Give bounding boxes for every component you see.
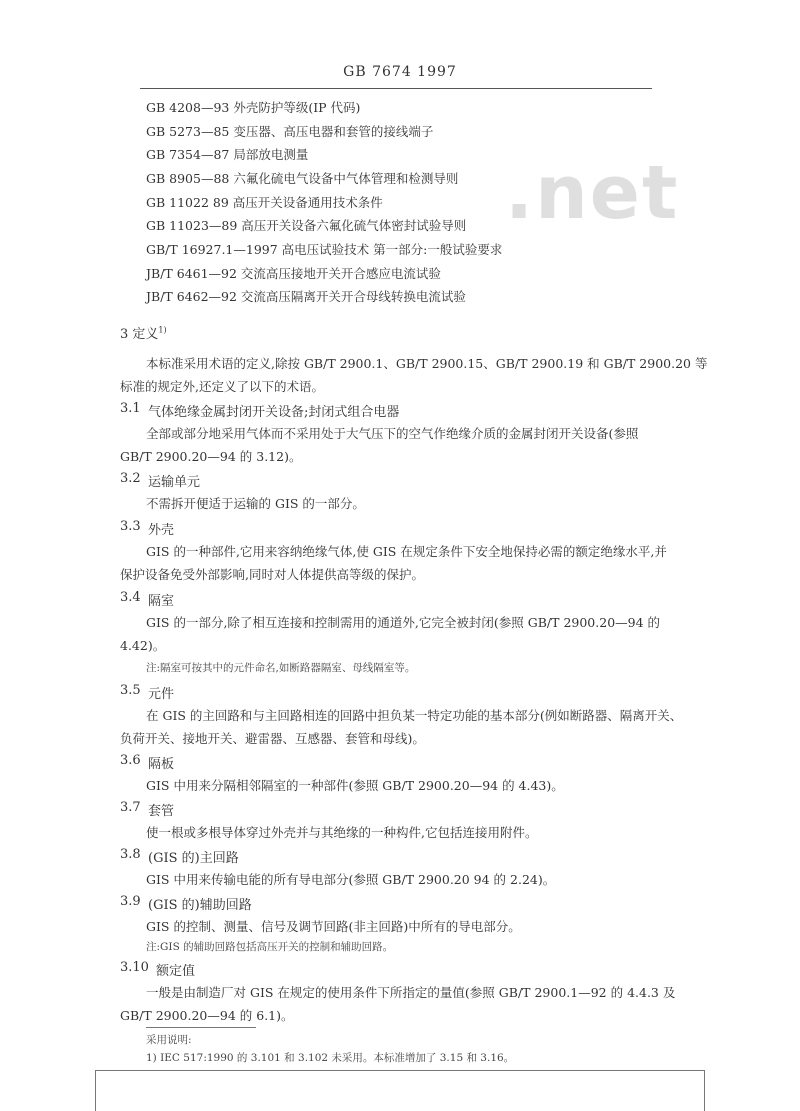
term-number: 3.5: [120, 683, 141, 698]
term-body: GIS 的控制、测量、信号及调节回路(非主回路)中所有的导电部分。: [146, 919, 521, 934]
term-body: 使一根或多根导体穿过外壳并与其绝缘的一种构件,它包括连接用附件。: [146, 825, 538, 840]
term-number: 3.9: [120, 894, 141, 909]
section-heading: [120, 323, 167, 342]
section-intro: 本标准采用术语的定义,除按 GB/T 2900.1、GB/T 2900.15、GB/T 2900.19 和 GB/T 2900.20 等: [146, 356, 708, 371]
term-title: 运输单元: [148, 475, 201, 490]
reference-item: GB 5273—85 变压器、高压电器和套管的接线端子: [146, 124, 434, 139]
term-body: GIS 的一部分,除了相互连接和控制需用的通道外,它完全被封闭(参照 GB/T 2900.20—94 的: [146, 615, 661, 630]
term-number: 3.8: [120, 847, 141, 862]
header-rule: [140, 88, 652, 89]
footnote-marker: 1): [158, 325, 167, 335]
term-number: 3.4: [120, 590, 141, 605]
reference-item: GB 7354—87 局部放电测量: [146, 147, 309, 162]
term-body: GIS 的一种部件,它用来容纳绝缘气体,使 GIS 在规定条件下安全地保持必需的额定绝缘水平,并: [146, 544, 667, 559]
term-title: (GIS 的)主回路: [148, 851, 239, 866]
section-heading-text: 3 定义: [120, 327, 159, 342]
reference-item: JB/T 6462—92 交流高压隔离开关开合母线转换电流试验: [146, 289, 466, 304]
term-note: 注:GIS 的辅助回路包括高压开关的控制和辅助回路。: [146, 941, 394, 953]
term-title: 隔板: [148, 757, 175, 772]
footnote-title: 采用说明:: [146, 1034, 192, 1046]
term-title: (GIS 的)辅助回路: [148, 898, 252, 913]
term-body: 负荷开关、接地开关、避雷器、互感器、套管和母线)。: [120, 731, 425, 746]
term-body: GB/T 2900.20—94 的 3.12)。: [120, 449, 302, 464]
section-intro: 标准的规定外,还定义了以下的术语。: [120, 379, 324, 394]
term-title: 额定值: [156, 964, 196, 979]
term-title: 气体绝缘金属封闭开关设备;封闭式组合电器: [148, 405, 400, 420]
page-header: GB 7674 1997: [343, 64, 457, 80]
term-body: GIS 中用来传输电能的所有导电部分(参照 GB/T 2900.20 94 的 2.24)。: [146, 872, 556, 887]
term-body: 在 GIS 的主回路和与主回路相连的回路中担负某一特定功能的基本部分(例如断路器、隔离开关、: [146, 708, 683, 723]
term-body: 一般是由制造厂对 GIS 在规定的使用条件下所指定的量值(参照 GB/T 2900.1—92 的 4.4.3 及: [146, 985, 676, 1000]
term-body: 全部或部分地采用气体而不采用处于大气压下的空气作绝缘介质的金属封闭开关设备(参照: [146, 426, 639, 441]
term-body: GB/T 2900.20—94 的 6.1)。: [120, 1008, 294, 1023]
reference-item: GB/T 16927.1—1997 高电压试验技术 第一部分:一般试验要求: [146, 242, 503, 257]
term-number: 3.6: [120, 753, 141, 768]
term-number: 3.7: [120, 800, 141, 815]
footnote-rule: [146, 1027, 256, 1028]
term-body: GIS 中用来分隔相邻隔室的一种部件(参照 GB/T 2900.20—94 的 4.43)。: [146, 778, 564, 793]
reference-item: GB 11023—89 高压开关设备六氟化硫气体密封试验导则: [146, 218, 467, 233]
reference-item: GB 4208—93 外壳防护等级(IP 代码): [146, 100, 361, 115]
term-body: 保护设备免受外部影响,同时对人体提供高等级的保护。: [120, 567, 424, 582]
reference-item: GB 11022 89 高压开关设备通用技术条件: [146, 195, 383, 210]
term-number: 3.1: [120, 401, 141, 416]
term-note: 注:隔室可按其中的元件命名,如断路器隔室、母线隔室等。: [146, 662, 416, 674]
term-number: 3.2: [120, 471, 141, 486]
term-title: 隔室: [148, 594, 175, 609]
term-body: 不需拆开便适于运输的 GIS 的一部分。: [146, 496, 365, 511]
term-number: 3.10: [120, 960, 149, 975]
reference-item: GB 8905—88 六氟化硫电气设备中气体管理和检测导则: [146, 171, 459, 186]
term-title: 元件: [148, 687, 175, 702]
reference-item: JB/T 6461—92 交流高压接地开关开合感应电流试验: [146, 266, 441, 281]
term-title: 套管: [148, 804, 175, 819]
watermark: .net: [505, 150, 680, 236]
footnote-text: 1) IEC 517:1990 的 3.101 和 3.102 未采用。本标准增加了 3.15 和 3.16。: [146, 1052, 515, 1064]
term-title: 外壳: [148, 523, 175, 538]
term-number: 3.3: [120, 519, 141, 534]
term-body: 4.42)。: [120, 638, 166, 653]
